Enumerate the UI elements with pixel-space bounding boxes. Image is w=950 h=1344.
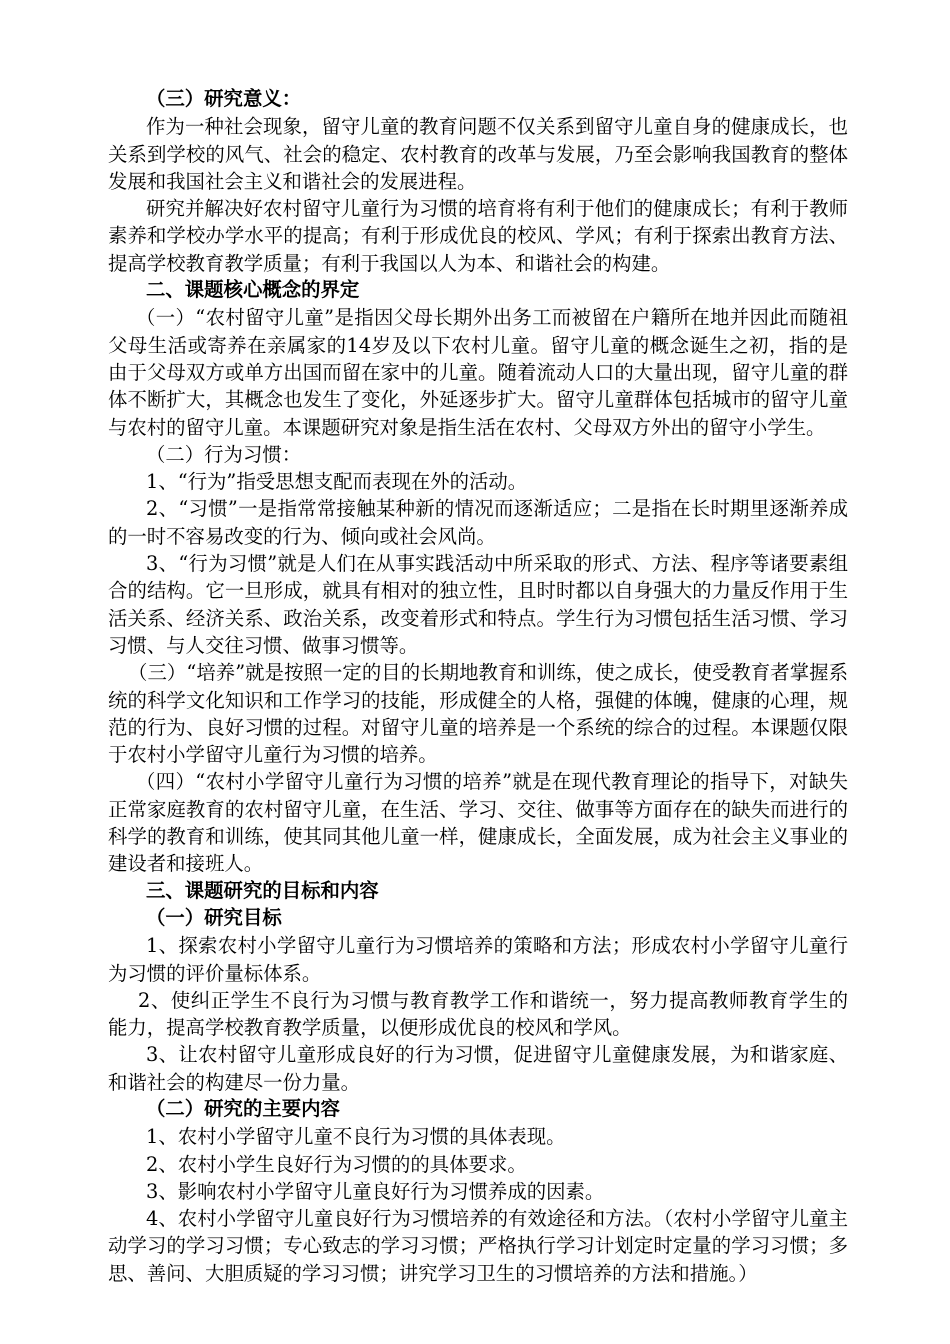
paragraph: 研究并解决好农村留守儿童行为习惯的培育将有利于他们的健康成长；有利于教师素养和学校办学水平的提高；有利于形成优良的校风、学风；有利于探索出教育方法、提高学校教育教学质量；有利于我国以人为本、和谐社会的构建。 bbox=[108, 197, 848, 275]
paragraph: 1、探索农村小学留守儿童行为习惯培养的策略和方法；形成农村小学留守儿童行为习惯的评价量标体系。 bbox=[108, 934, 848, 985]
paragraph: 2、“习惯”一是指常常接触某种新的情况而逐渐适应；二是指在长时期里逐渐养成的一时不容易改变的行为、倾向或社会风尚。 bbox=[108, 497, 848, 548]
paragraph: （一）“农村留守儿童”是指因父母长期外出务工而被留在户籍所在地并因此而随祖父母生活或寄养在亲属家的14岁及以下农村儿童。留守儿童的概念诞生之初，指的是由于父母双方或单方出国而留在家中的儿童。随着流动人口的大量出现，留守儿童的群体不断扩大，其概念也发生了变化，外延逐步扩大。留守儿童群体包括城市的留守儿童与农村的留守儿童。本课题研究对象是指生活在农村、父母双方外出的留守小学生。 bbox=[108, 306, 848, 439]
document-page bbox=[108, 86, 848, 1287]
paragraph: 4、农村小学留守儿童良好行为习惯培养的有效途径和方法。（农村小学留守儿童主动学习的学习习惯；专心致志的学习习惯；严格执行学习计划定时定量的学习习惯；多思、善问、大胆质疑的学习习惯；讲究学习卫生的习惯培养的方法和措施。） bbox=[108, 1207, 848, 1285]
heading-research-significance: （三）研究意义： bbox=[146, 88, 302, 110]
paragraph: 3、“行为习惯”就是人们在从事实践活动中所采取的形式、方法、程序等诸要素组合的结构。它一旦形成，就具有相对的独立性，且时时都以自身强大的力量反作用于生活关系、经济关系、政治关系，改变着形式和特点。学生行为习惯包括生活习惯、学习习惯、与人交往习惯、做事习惯等。 bbox=[108, 552, 848, 657]
heading-main-content: （二）研究的主要内容 bbox=[146, 1097, 340, 1120]
paragraph: 2、使纠正学生不良行为习惯与教育教学工作和谐统一，努力提高教师教育学生的能力，提高学校教育教学质量，以便形成优良的校风和学风。 bbox=[108, 988, 848, 1040]
paragraph: 3、让农村留守儿童形成良好的行为习惯，促进留守儿童健康发展，为和谐家庭、和谐社会的构建尽一份力量。 bbox=[108, 1043, 848, 1094]
paragraph: 1、“行为”指受思想支配而表现在外的活动。 bbox=[146, 470, 528, 494]
paragraph: （三）“培养”就是按照一定的目的长期地教育和训练，使之成长，使受教育者掌握系统的科学文化知识和工作学习的技能，形成健全的人格，强健的体魄，健康的心理，规范的行为、良好习惯的过程。对留守儿童的培养是一个系统的综合的过程。本课题仅限于农村小学留守儿童行为习惯的培养。 bbox=[108, 661, 848, 767]
subheading-behavior-habits: （二）行为习惯： bbox=[146, 442, 302, 466]
paragraph: 1、农村小学留守儿童不良行为习惯的具体表现。 bbox=[146, 1125, 566, 1149]
paragraph: 作为一种社会现象，留守儿童的教育问题不仅关系到留守儿童自身的健康成长，也关系到学校的风气、社会的稳定、农村教育的改革与发展，乃至会影响我国教育的整体发展和我国社会主义和谐社会的发展进程。 bbox=[108, 115, 848, 193]
heading-core-concepts: 二、课题核心概念的界定 bbox=[146, 279, 360, 302]
paragraph: （四）“农村小学留守儿童行为习惯的培养”就是在现代教育理论的指导下，对缺失正常家庭教育的农村留守儿童，在生活、学习、交往、做事等方面存在的缺失而进行的科学的教育和训练，使其同其他儿童一样，健康成长，全面发展，成为社会主义事业的建设者和接班人。 bbox=[108, 770, 848, 876]
paragraph: 2、农村小学生良好行为习惯的的具体要求。 bbox=[146, 1152, 527, 1176]
heading-goals-and-content: 三、课题研究的目标和内容 bbox=[146, 879, 379, 902]
paragraph: 3、影响农村小学留守儿童良好行为习惯养成的因素。 bbox=[146, 1179, 605, 1203]
heading-research-goals: （一）研究目标 bbox=[146, 906, 282, 929]
